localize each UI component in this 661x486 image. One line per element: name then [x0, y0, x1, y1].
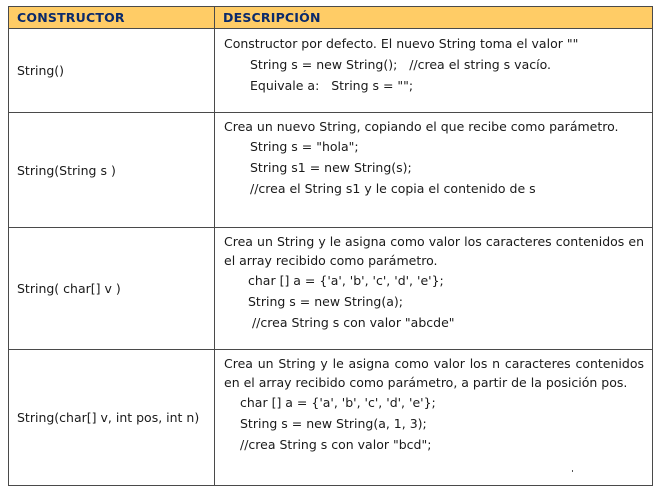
- code-line: String s = new String(a, 1, 3);: [240, 416, 427, 431]
- constructor-cell: String(): [9, 29, 215, 113]
- code-line: String s1 = new String(s);: [250, 160, 412, 175]
- code-line: char [] a = {'a', 'b', 'c', 'd', 'e'};: [248, 273, 444, 288]
- code-line: String s = new String(a);: [248, 294, 403, 309]
- description-text: Constructor por defecto. El nuevo String toma el valor "": [224, 36, 579, 51]
- constructors-table: [8, 6, 653, 486]
- description-cell: [215, 113, 653, 228]
- code-line: //crea String s con valor "abcde": [248, 315, 455, 330]
- description-text: Crea un String y le asigna como valor los n caracteres contenidos en el array recibido como parámetro, a partir de la posición pos.: [224, 356, 644, 390]
- table-row: [9, 228, 653, 350]
- code-line: char [] a = {'a', 'b', 'c', 'd', 'e'};: [240, 395, 436, 410]
- code-line: //crea String s con valor "bcd";: [240, 437, 432, 452]
- table-row: [9, 113, 653, 228]
- constructor-cell: String( char[] v ): [9, 228, 215, 350]
- description-text: Crea un String y le asigna como valor los caracteres contenidos en el array recibido como parámetro.: [224, 234, 644, 268]
- table-row: [9, 29, 653, 113]
- description-cell: [215, 29, 653, 113]
- table-row: [9, 350, 653, 486]
- constructor-cell: String(String s ): [9, 113, 215, 228]
- code-line: String s = "hola";: [250, 139, 359, 154]
- description-text: Crea un nuevo String, copiando el que recibe como parámetro.: [224, 119, 619, 134]
- code-line: String s = new String(); //crea el string s vacío.: [250, 57, 551, 72]
- header-description: DESCRIPCIÓN: [215, 7, 653, 29]
- constructor-cell: String(char[] v, int pos, int n): [9, 350, 215, 486]
- description-cell: [215, 350, 653, 486]
- code-line: //crea el String s1 y le copia el contenido de s: [250, 181, 536, 196]
- scan-mark: [572, 470, 573, 472]
- table-header-row: [9, 7, 653, 29]
- description-cell: [215, 228, 653, 350]
- header-constructor: CONSTRUCTOR: [9, 7, 215, 29]
- code-line: Equivale a: String s = "";: [250, 78, 414, 93]
